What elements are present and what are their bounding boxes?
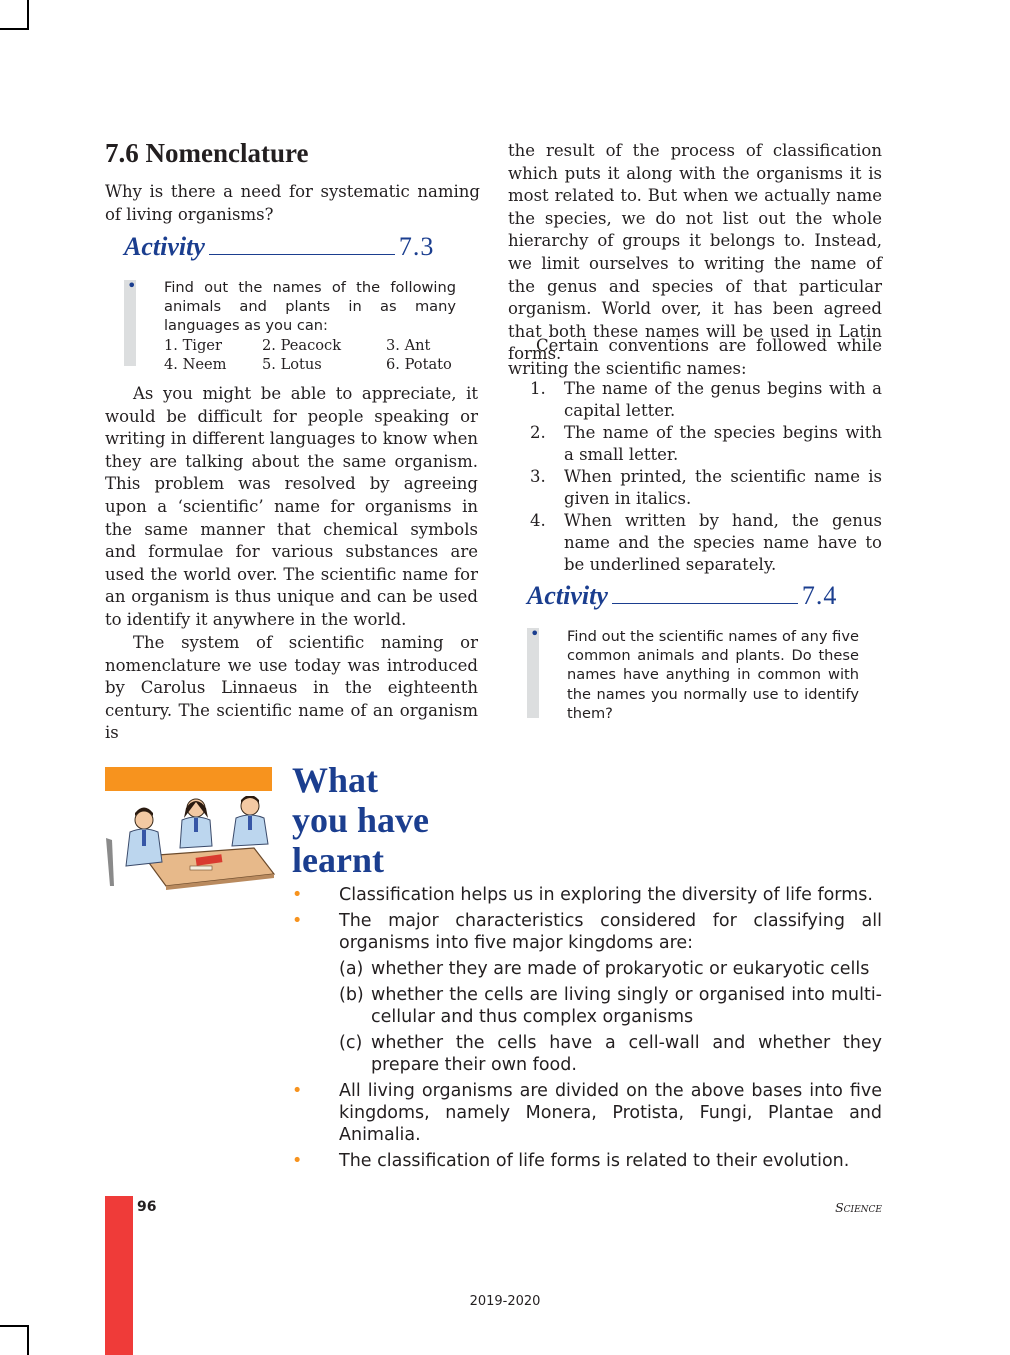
paragraph-linnaeus: The system of scientific naming or nomenclature we use today was introduced by Carolus Linnaeus in the eighteenth century. The scientific name of an organism is [105, 633, 478, 743]
activity-7-4-text: Find out the scientific names of any five common animals and plants. Do these names have anything in common with the names you normally use to identify them? [567, 628, 859, 722]
list-item: 5. Lotus [262, 355, 322, 373]
list-item: 3. Ant [386, 336, 431, 354]
list-item: 1. The name of the genus begins with a capital letter. [530, 379, 882, 420]
activity-number: 7.4 [801, 581, 838, 610]
list-item: 1. Tiger [164, 336, 222, 354]
list-item: (b) whether the cells are living singly or organised into multi-cellular and thus complex organisms [339, 985, 882, 1027]
activity-7-3-items [164, 336, 456, 374]
paragraph-conventions-intro: Certain conventions are followed while writing the scientific names: [508, 336, 882, 378]
page-number: 96 [137, 1199, 157, 1215]
footer-red-bar [105, 1196, 133, 1355]
summary-title [292, 760, 429, 880]
summary-title-line: learnt [292, 840, 384, 880]
running-footer-title: Science [835, 1200, 882, 1215]
list-item: 2. The name of the species begins with a small letter. [530, 423, 882, 464]
conventions-list [508, 378, 882, 576]
crop-mark-top-h [0, 28, 29, 30]
list-item: 2. Peacock [262, 336, 342, 354]
list-item: 6. Potato [386, 355, 452, 373]
list-item: (c) whether the cells have a cell-wall and whether they prepare their own food. [339, 1033, 882, 1075]
section-title: 7.6 Nomenclature [105, 138, 309, 168]
activity-number: 7.3 [398, 232, 435, 261]
list-item: (a) whether they are made of prokaryotic or eukaryotic cells [339, 959, 870, 979]
activity-7-3-body [164, 278, 456, 374]
crop-mark-bottom [27, 1325, 29, 1355]
edition-year: 2019-2020 [469, 1294, 541, 1309]
crop-mark-bottom-h [0, 1325, 29, 1327]
list-item: • The classification of life forms is related to their evolution. [292, 1151, 850, 1171]
list-item: • The major characteristics considered for classifying all organisms into five major kingdoms are: (a) whether they are made of prokaryotic or eukaryotic cells (b) whether the cells are living singly or organised into multi-cellular and thus complex organisms (c) whether the cells have a cell-wall and whether they prepare their own food. [292, 911, 882, 1075]
list-item: 4. Neem [164, 355, 227, 373]
activity-7-4-heading [527, 581, 837, 611]
list-item: • All living organisms are divided on the above bases into five kingdoms, namely Monera, Protista, Fungi, Plantae and Animalia. [292, 1081, 882, 1145]
paragraph-scientific-name: As you might be able to appreciate, it would be difficult for people speaking or writing in different languages to know when they are talking about the same organism. This problem was resolved by agreeing upon a ‘scientific’ name for organisms in the same manner that chemical symbols and formulae for various substances are used the world over. The scientific name for an organism is thus unique and can be used to identify it anywhere in the world. [105, 384, 478, 629]
summary-title-line: you have [292, 800, 430, 840]
activity-7-4-bullet: • [530, 624, 540, 643]
list-item: 3. When printed, the scientific name is given in italics. [530, 467, 882, 508]
list-item: • Classification helps us in exploring the diversity of life forms. [292, 885, 873, 905]
summary-title-line: What [292, 760, 379, 800]
activity-7-3-text: Find out the names of the following animals and plants in as many languages as you can: [164, 279, 456, 335]
summary-accent-bar [105, 767, 272, 791]
activity-label: Activity [124, 232, 205, 261]
paragraph-classification-result: the result of the process of classification which puts it along with the organisms it is most related to. But when we actually name the species, we do not list out the whole hierarchy of groups it belongs to. Instead, we limit ourselves to writing the name of the genus and species of that particular organism. World over, it has been agreed that both these names will be used in Latin forms. [508, 141, 882, 364]
summary-sublist [339, 958, 882, 1076]
list-item: 4. When written by hand, the genus name and the species name have to be underlined separately. [530, 511, 882, 574]
activity-7-3-heading [124, 232, 434, 262]
students-illustration [104, 796, 276, 892]
intro-question: Why is there a need for systematic naming of living organisms? [105, 182, 480, 224]
activity-label: Activity [527, 581, 608, 610]
activity-7-3-bullet: • [127, 276, 137, 295]
crop-mark-top [27, 0, 29, 30]
summary-list [292, 884, 882, 1176]
